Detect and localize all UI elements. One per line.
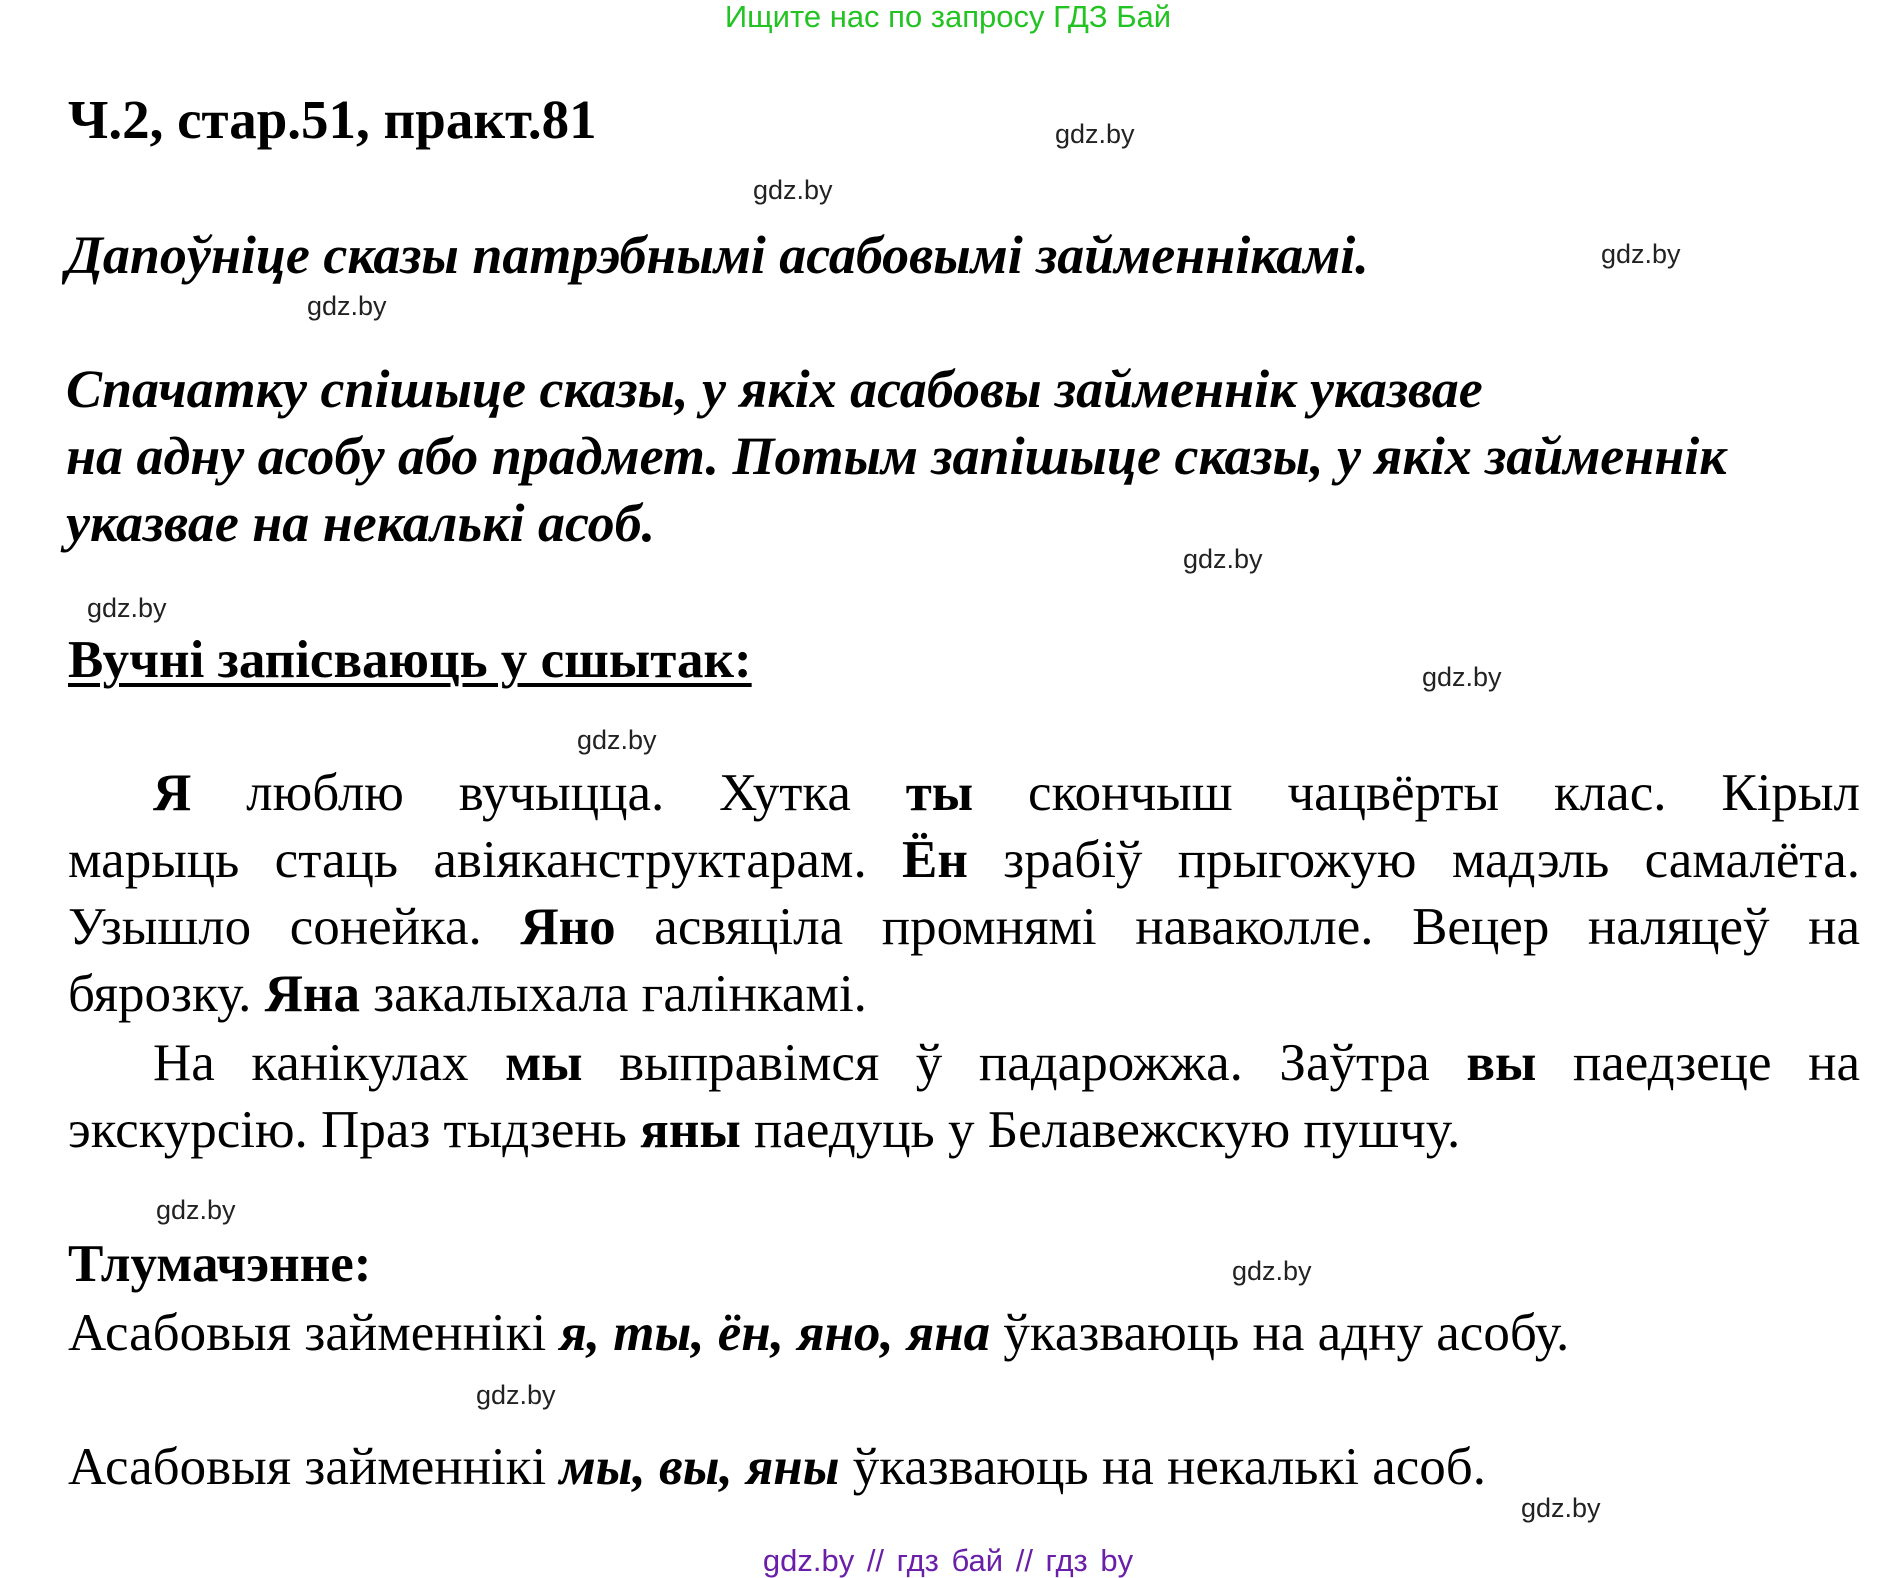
explanation-heading: Тлумачэнне: [68,1235,372,1293]
text-segment: ўказваюць на некалькі асоб. [839,1438,1486,1496]
pronoun-list: я, ты, ён, яно, яна [559,1304,991,1362]
watermark: gdz.by [87,593,167,623]
footer-links: gdz.by // гдз бай // гдз by [762,1543,1134,1578]
text-segment: паедуць у Белавежскую пушчу. [740,1101,1461,1159]
watermark: gdz.by [1183,544,1263,574]
text-segment: Асабовыя займеннікі [68,1304,560,1362]
pronoun-list: мы, вы, яны [559,1438,840,1496]
text-segment: бярозку. [68,965,265,1023]
watermark: gdz.by [1055,119,1135,149]
text-segment: Асабовыя займеннікі [68,1438,560,1496]
pronoun-highlight: Ён [902,831,968,889]
text-segment: ўказваюць на адну асобу. [990,1304,1570,1362]
pronoun-highlight: мы [505,1034,583,1092]
answer-line [68,827,1860,893]
page-title: Ч.2, стар.51, практ.81 [68,89,597,150]
answer-line [153,760,1860,826]
watermark: gdz.by [307,291,387,321]
pronoun-highlight: вы [1466,1034,1537,1092]
section-heading: Вучні запісваюць у сшытак: [68,631,752,689]
task-text-line: Спачатку спішыце сказы, у якіх асабовы займеннік указвае [66,359,1483,419]
watermark: gdz.by [1601,239,1681,269]
text-segment: марыць стаць авіяканструктарам. [68,831,903,889]
text-segment: закалыхала галінкамі. [359,965,867,1023]
task-text-line: указвае на некалькі асоб. [66,493,656,553]
explanation-line [68,1300,1860,1366]
text-segment: выправімся ў падарожжа. Заўтра [582,1034,1467,1092]
pronoun-highlight: Яна [264,965,360,1023]
text-segment: скончыш чацвёрты клас. Кірыл [973,764,1860,822]
task-text-line: на адну асобу або прадмет. Потым запішыце сказы, у якіх займеннік [66,426,1727,486]
text-segment: люблю вучыцца. Хутка [191,764,906,822]
watermark: gdz.by [1232,1256,1312,1286]
text-segment: На канікулах [153,1034,506,1092]
text-segment: экскурсію. Праз тыдзень [68,1101,641,1159]
watermark: gdz.by [753,175,833,205]
text-segment: асвяціла промнямі наваколле. Вецер наляцеў на [615,898,1860,956]
text-segment: Узышло сонейка. [68,898,521,956]
pronoun-highlight: Яно [520,898,616,956]
watermark: gdz.by [156,1195,236,1225]
watermark: gdz.by [1521,1493,1601,1523]
explanation-line [68,1434,1860,1500]
answer-line [153,1030,1860,1096]
pronoun-highlight: яны [640,1101,741,1159]
watermark: gdz.by [577,725,657,755]
answer-line [68,961,1860,1027]
text-segment: зрабіў прыгожую мадэль самалёта. [967,831,1860,889]
watermark: gdz.by [476,1380,556,1410]
pronoun-highlight: Я [153,764,192,822]
answer-line [68,1097,1860,1163]
task-instruction: Дапоўніце сказы патрэбнымі асабовымі займеннікамі. [66,225,1369,285]
text-segment: паедзеце на [1536,1034,1860,1092]
answer-line [68,894,1860,960]
watermark: gdz.by [1422,662,1502,692]
pronoun-highlight: ты [905,764,974,822]
search-banner: Ищите нас по запросу ГДЗ Бай [724,0,1172,34]
